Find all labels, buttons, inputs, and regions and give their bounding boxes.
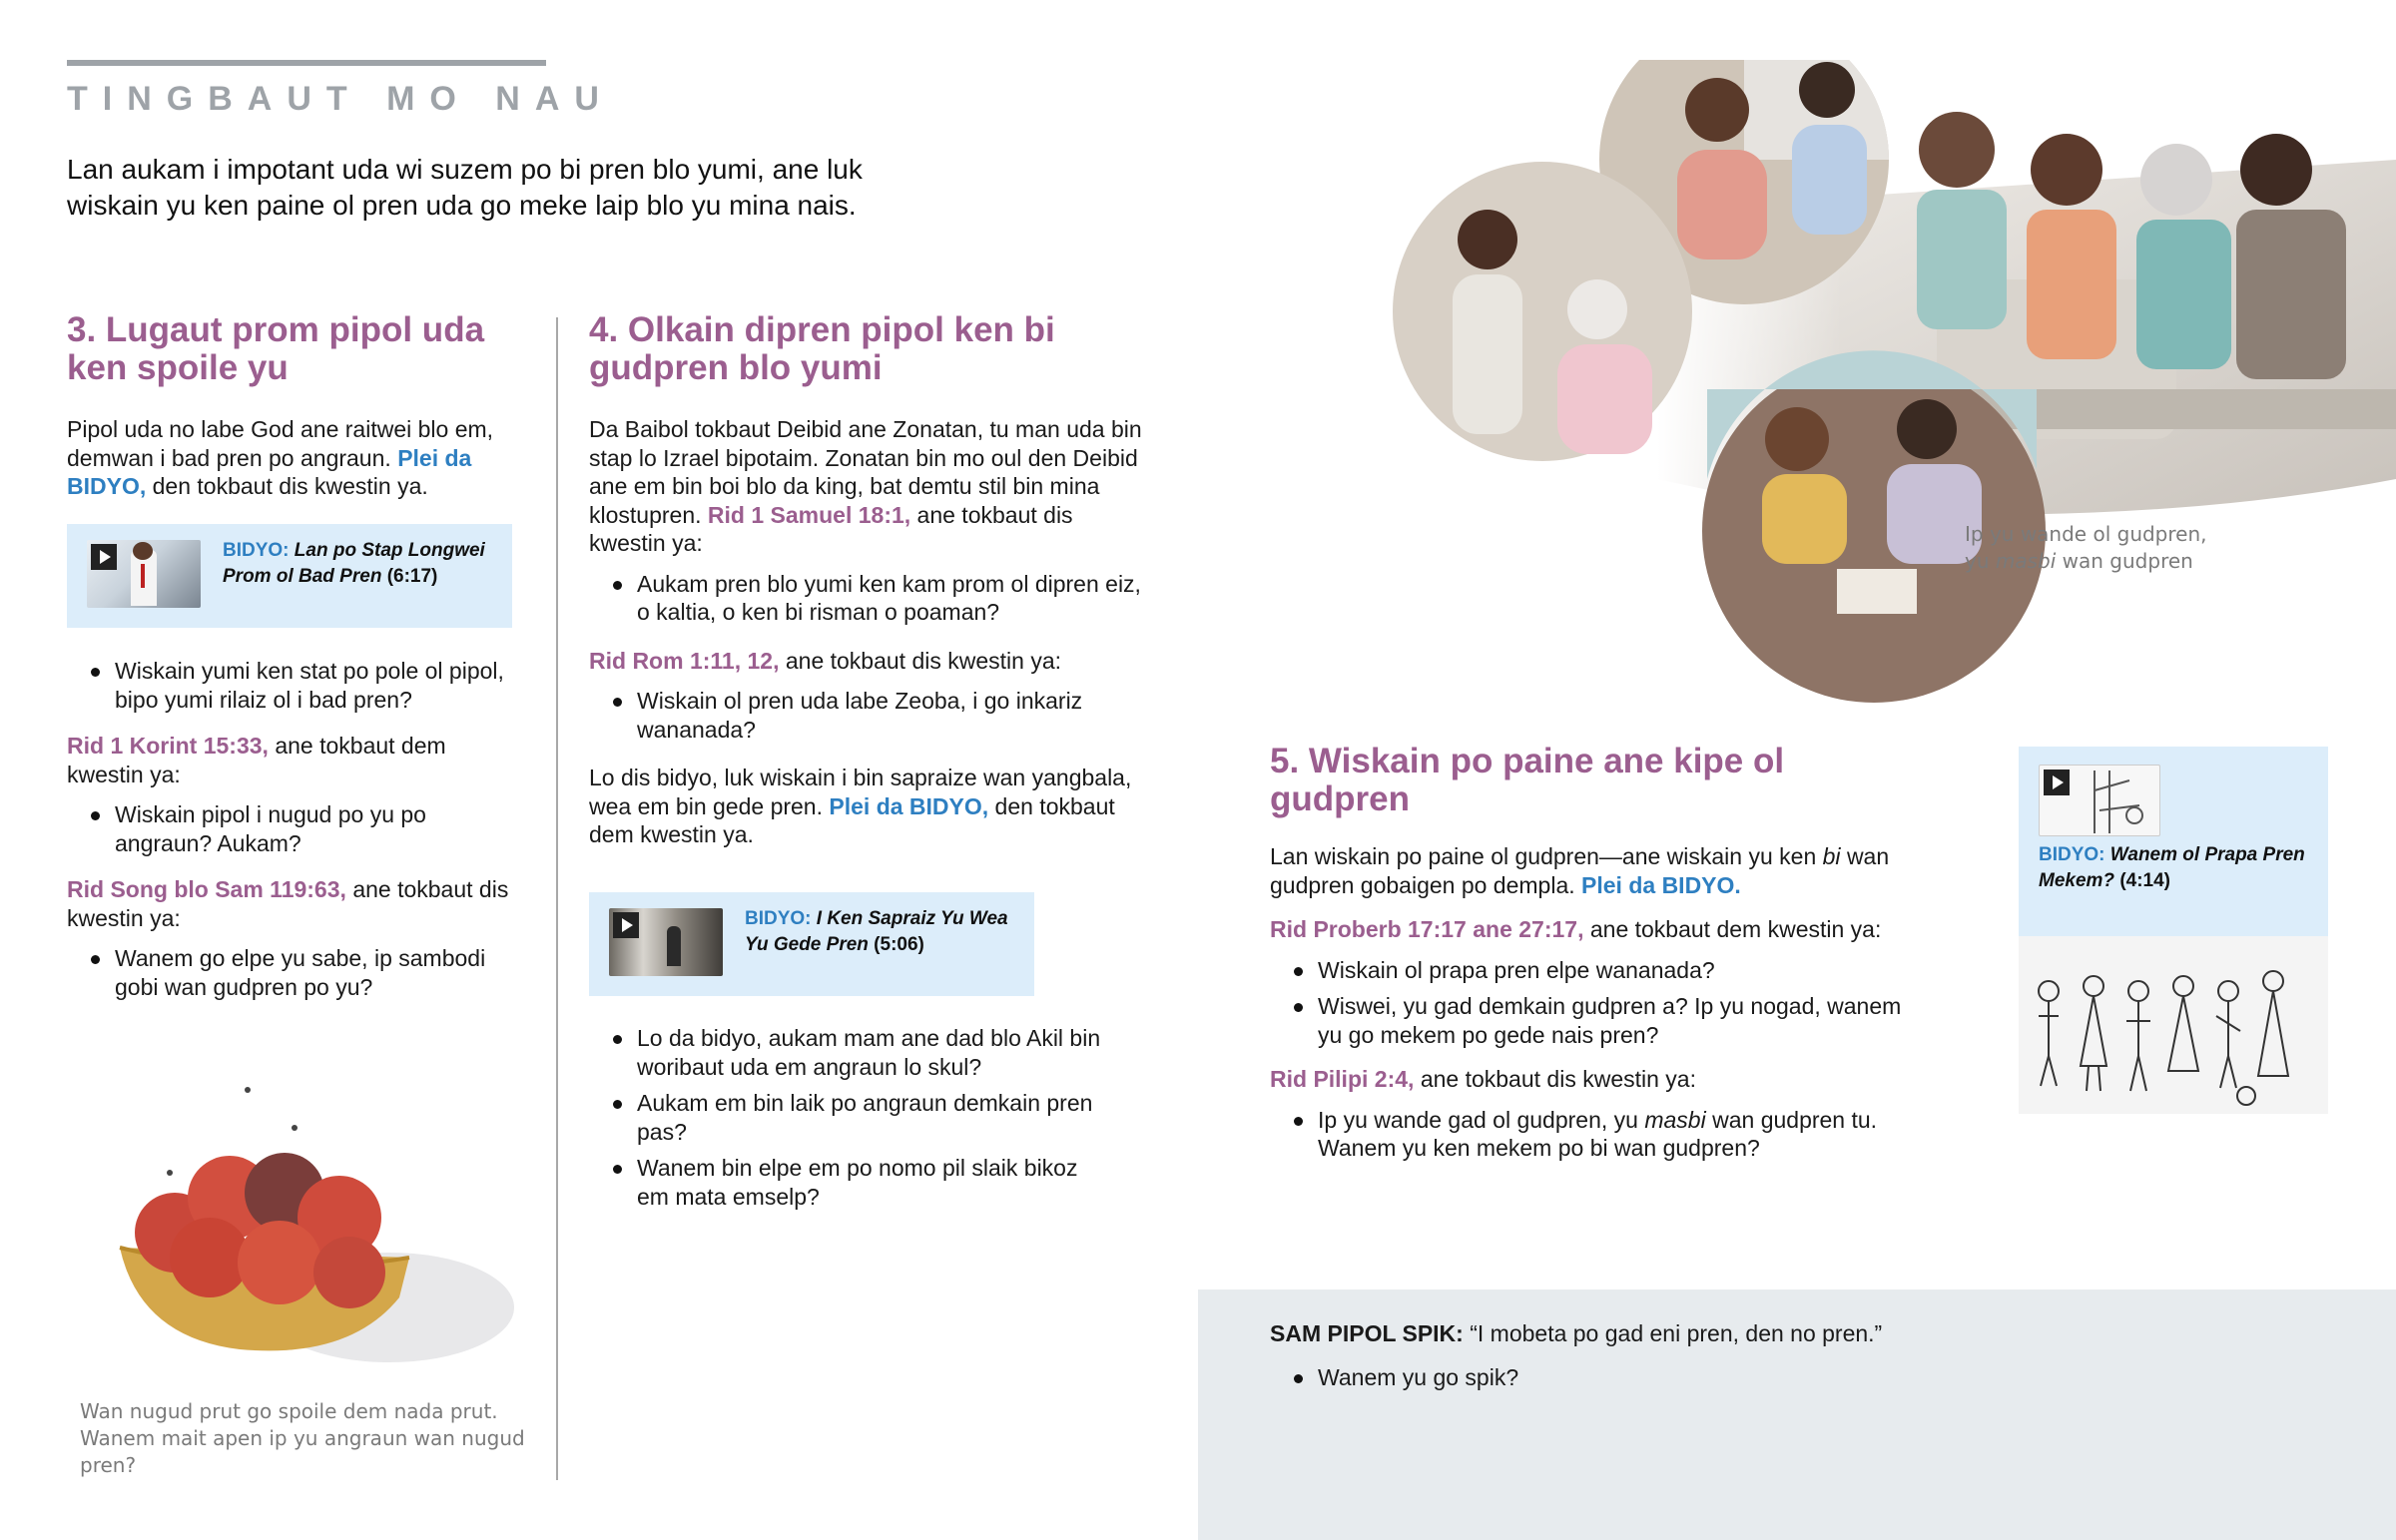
question-item: Aukam em bin laik po angraun demkain pren pas? xyxy=(589,1089,1108,1146)
apple-caption: Wan nugud prut go spoile dem nada prut. Wanem mait apen ip yu angraun wan nugud pren? xyxy=(80,1399,525,1477)
section-5 xyxy=(1270,743,1909,1171)
section-4-questions xyxy=(589,1024,1108,1219)
video-title: BIDYO: I Ken Sapraiz Yu Wea Yu Gede Pren (5:06) xyxy=(745,908,1008,955)
question-item: Wanem yu go spik? xyxy=(1270,1363,2168,1392)
video-title: BIDYO: Wanem ol Prapa Pren Mekem? (4:14) xyxy=(2039,844,2305,891)
section-eyebrow: TINGBAUT MO NAU xyxy=(67,80,614,118)
photo-caption: Ip yu wande ol gudpren, yu masbi wan gudpren xyxy=(1965,522,2207,573)
scripture-link[interactable]: Rid 1 Korint 15:33, xyxy=(67,733,269,759)
play-icon[interactable] xyxy=(613,912,639,938)
question-item: Wiskain ol prapa pren elpe wananada? xyxy=(1270,956,1909,985)
section-4-title: 4. Olkain dipren pipol ken bi gudpren blo yumi xyxy=(589,310,1055,387)
friends-sketch-illustration xyxy=(2019,936,2328,1114)
section-3 xyxy=(67,311,506,501)
video-thumbnail[interactable] xyxy=(87,540,201,608)
section-3-title: 3. Lugaut prom pipol uda ken spoile yu xyxy=(67,310,485,387)
scripture-link[interactable]: Rid Rom 1:11, 12, xyxy=(589,647,780,674)
section-4-video-intro: Lo dis bidyo, luk wiskain i bin sapraize wan yangbala, wea em bin gede pren. Plei da BIDYO, den tokbaut dem kwestin ya. xyxy=(589,765,1132,847)
column-divider xyxy=(556,317,558,1480)
video-title: BIDYO: Lan po Stap Longwei Prom ol Bad Pren (6:17) xyxy=(223,540,485,587)
play-icon[interactable] xyxy=(2044,770,2070,795)
scripture-prompt: Rid 1 Korint 15:33, ane tokbaut dem kwestin ya: xyxy=(67,733,446,787)
question-item: Wanem bin elpe em po nomo pil slaik bikoz em mata emselp? xyxy=(589,1154,1108,1211)
question-item: Wiskain yumi ken stat po pole ol pipol, bipo yumi rilaiz ol i bad pren? xyxy=(67,657,516,714)
scripture-prompt: Rid Proberb 17:17 ane 27:17, ane tokbaut dem kwestin ya: xyxy=(1270,916,1882,942)
video-card-bad-friends[interactable] xyxy=(67,524,512,628)
play-icon[interactable] xyxy=(91,544,117,570)
play-video-link[interactable]: Plei da BIDYO. xyxy=(1581,871,1741,898)
play-video-link[interactable]: Plei da BIDYO, xyxy=(829,792,989,819)
scripture-link[interactable]: Rid Pilipi 2:4, xyxy=(1270,1066,1415,1092)
intro-text: Lan aukam i impotant uda wi suzem po bi pren blo yumi, ane luk wiskain yu ken paine ol pren uda go meke laip blo yu mina nais. xyxy=(67,154,863,221)
friends-photo-collage xyxy=(1238,60,2396,709)
scripture-link[interactable]: Rid Song blo Sam 119:63, xyxy=(67,876,346,902)
question-item: Wiskain ol pren uda labe Zeoba, i go inkariz wananada? xyxy=(589,687,1148,744)
question-item: Lo da bidyo, aukam mam ane dad blo Akil bin woribaut uda em angraun lo skul? xyxy=(589,1024,1108,1081)
scripture-link[interactable]: Rid 1 Samuel 18:1, xyxy=(707,501,911,528)
discussion-box xyxy=(1198,1289,2396,1540)
scripture-prompt: Rid Rom 1:11, 12, ane tokbaut dis kwestin ya: xyxy=(589,647,1062,674)
question-item: Aukam pren blo yumi ken kam prom ol dipren eiz, o kaltia, o ken bi risman o poaman? xyxy=(589,570,1148,627)
section-4-intro: Da Baibol tokbaut Deibid ane Zonatan, tu man uda bin stap lo Izrael bipotaim. Zonatan bin mo oul den Deibid ane em bin boi blo da king, bat demtu stil bin mina klostupren. Rid 1 Samuel 18:1, ane tokbaut dis kwestin ya: xyxy=(589,416,1142,556)
question-item: Wiswei, yu gad demkain gudpren a? Ip yu nogad, wanem yu go mekem po gede nais pren? xyxy=(1270,992,1909,1049)
section-5-intro: Lan wiskain po paine ol gudpren—ane wiskain yu ken bi wan gudpren gobaigen po dempla. Plei da BIDYO. xyxy=(1270,843,1890,898)
section-4 xyxy=(589,311,1148,849)
apple-bowl-illustration xyxy=(100,1068,529,1377)
section-3-questions xyxy=(67,657,516,1009)
question-item: Wanem go elpe yu sabe, ip sambodi gobi wan gudpren po yu? xyxy=(67,944,516,1001)
scripture-link[interactable]: Rid Proberb 17:17 ane 27:17, xyxy=(1270,916,1584,942)
others-say-prompt: SAM PIPOL SPIK: “I mobeta po gad eni pren, den no pren.” xyxy=(1270,1320,1883,1346)
section-5-title: 5. Wiskain po paine ane kipe ol gudpren xyxy=(1270,742,1785,818)
scripture-prompt: Rid Pilipi 2:4, ane tokbaut dis kwestin ya: xyxy=(1270,1066,1696,1092)
question-item: Ip yu wande gad ol gudpren, yu masbi wan gudpren tu. Wanem yu ken mekem po bi wan gudpren? xyxy=(1270,1106,1909,1163)
section-3-intro: Pipol uda no labe God ane raitwei blo em, demwan i bad pren po angraun. Plei da BIDYO, den tokbaut dis kwestin ya. xyxy=(67,416,494,499)
video-thumbnail[interactable] xyxy=(2039,765,2160,836)
video-card-true-friends[interactable] xyxy=(2019,747,2328,1114)
question-item: Wiskain pipol i nugud po yu po angraun? Aukam? xyxy=(67,800,516,857)
header-rule xyxy=(67,60,546,66)
scripture-prompt: Rid Song blo Sam 119:63, ane tokbaut dis kwestin ya: xyxy=(67,876,509,931)
video-thumbnail[interactable] xyxy=(609,908,723,976)
play-video-link[interactable]: Plei da BIDYO, xyxy=(67,444,472,499)
video-card-surprise-friend[interactable] xyxy=(589,892,1034,996)
